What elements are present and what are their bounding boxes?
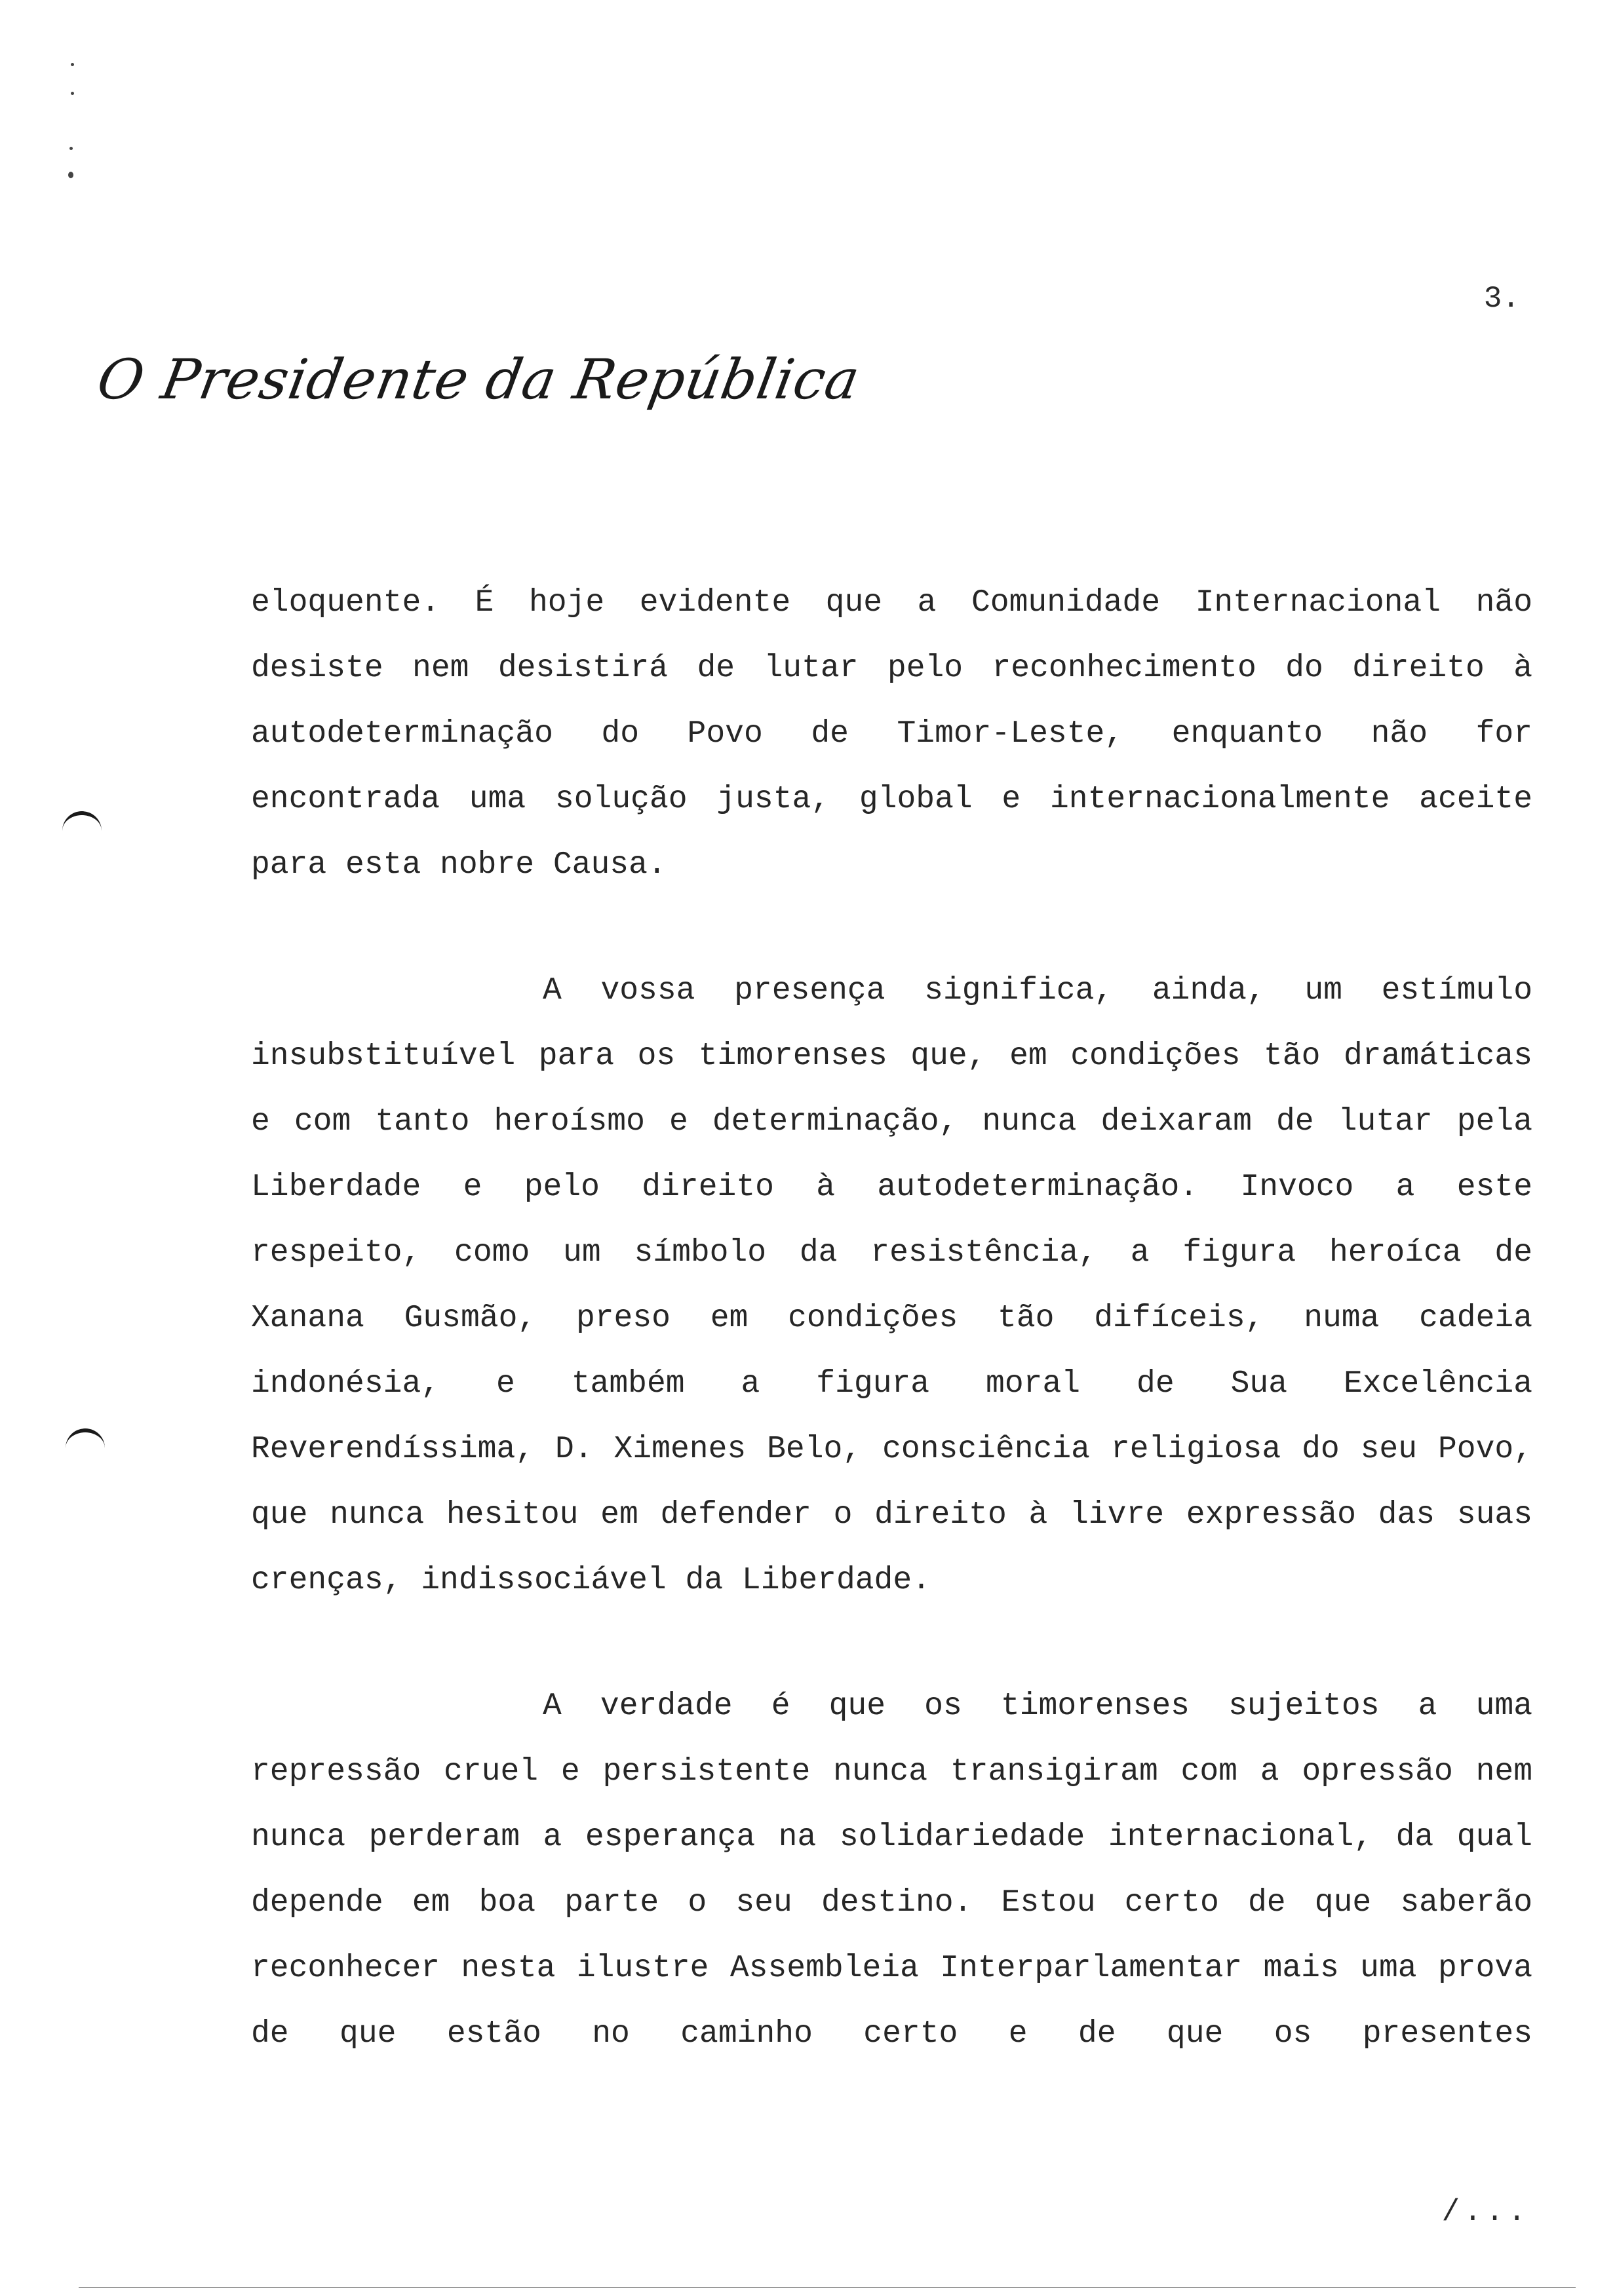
paragraph: A verdade é que os timorenses sujeitos a uma repressão cruel e persistente nunca transigiram com a opressão nem nunca perderam a esperança na solidariedade internacional, da qual depende em boa parte o seu destino. Estou certo de que saberão reconhecer nesta ilustre Assembleia Interparlamentar mais uma prova de que estão no caminho certo e de que os presentes	[251, 1689, 1532, 2052]
bottom-edge-line	[79, 2287, 1576, 2288]
paragraph: A vossa presença significa, ainda, um estímulo insubstituível para os timorenses que, em condições tão dramáticas e com tanto heroísmo e determinação, nunca deixaram de lutar pela Liberdade e pelo direito à autodeterminação. Invoco a este respeito, como um símbolo da resistência, a figura heroíca de Xanana Gusmão, preso em condições tão difíceis, numa cadeia indonésia, e também a figura moral de Sua Excelência Reverendíssima, D. Ximenes Belo, consciência religiosa do seu Povo, que nunca hesitou em defender o direito à livre expressão das suas crenças, indissociável da Liberdade.	[251, 973, 1532, 1598]
margin-dot	[69, 147, 73, 150]
margin-dot	[71, 92, 74, 95]
paragraph: eloquente. É hoje evidente que a Comunidade Internacional não desiste nem desistirá de lutar pelo reconhecimento do direito à autodeterminação do Povo de Timor-Leste, enquanto não for encontrada uma solução justa, global e internacionalmente aceite para esta nobre Causa.	[251, 585, 1532, 883]
letterhead-title: O Presidente da República	[92, 347, 865, 411]
page-number: 3.	[1483, 282, 1520, 316]
margin-dot	[71, 63, 74, 66]
body-text	[251, 570, 1532, 2067]
margin-dot	[68, 172, 73, 178]
punch-hole-mark	[62, 811, 102, 831]
punch-hole-mark	[66, 1428, 105, 1448]
continuation-mark: /...	[1441, 2195, 1530, 2229]
